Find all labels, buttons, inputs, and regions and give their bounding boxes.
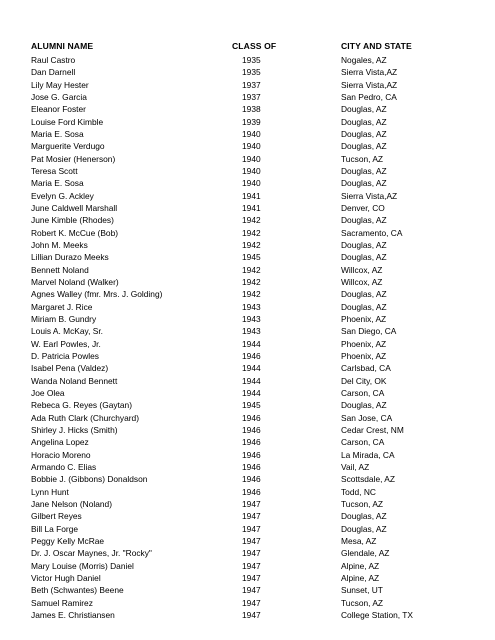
alumni-name-cell: Wanda Noland Bennett	[31, 375, 118, 386]
city-state-cell: Alpine, AZ	[341, 572, 380, 583]
city-state-cell: Tucson, AZ	[341, 498, 384, 509]
class-of-cell: 1941	[242, 202, 261, 213]
class-of-cell: 1946	[242, 412, 261, 423]
alumni-name-cell: Isabel Pena (Valdez)	[31, 363, 109, 374]
city-state-cell: Willcox, AZ	[341, 276, 383, 287]
class-of-cell: 1940	[242, 165, 261, 176]
table-row	[0, 239, 495, 252]
city-state-cell: Phoenix, AZ	[341, 350, 387, 361]
alumni-name-cell: June Kimble (Rhodes)	[31, 215, 114, 226]
table-row	[0, 412, 495, 425]
table-row	[0, 436, 495, 449]
city-state-cell: Douglas, AZ	[341, 239, 387, 250]
table-row	[0, 547, 495, 560]
class-of-cell: 1947	[242, 609, 261, 620]
class-of-cell: 1943	[242, 301, 261, 312]
alumni-name-cell: Pat Mosier (Henerson)	[31, 153, 116, 164]
class-of-cell: 1940	[242, 178, 261, 189]
table-row	[0, 165, 495, 178]
table-row	[0, 399, 495, 412]
city-state-cell: Douglas, AZ	[341, 400, 387, 411]
alumni-name-cell: Margaret J. Rice	[31, 301, 93, 312]
alumni-name-cell: Lily May Hester	[31, 79, 89, 90]
table-row	[0, 103, 495, 116]
alumni-name-cell: Marguerite Verdugo	[31, 141, 105, 152]
city-state-cell: Sierra Vista,AZ	[341, 190, 398, 201]
table-row	[0, 227, 495, 240]
class-of-cell: 1946	[242, 424, 261, 435]
table-row	[0, 116, 495, 129]
class-of-cell: 1947	[242, 572, 261, 583]
table-row	[0, 572, 495, 585]
city-state-cell: San Pedro, CA	[341, 91, 397, 102]
alumni-name-cell: Shirley J. Hicks (Smith)	[31, 424, 118, 435]
alumni-name-cell: Lynn Hunt	[31, 486, 69, 497]
alumni-name-cell: Jose G. Garcia	[31, 91, 87, 102]
class-of-cell: 1940	[242, 141, 261, 152]
header-alumni-name: ALUMNI NAME	[31, 41, 94, 51]
class-of-cell: 1947	[242, 585, 261, 596]
table-header	[0, 40, 495, 53]
alumni-name-cell: Maria E. Sosa	[31, 178, 84, 189]
table-row	[0, 424, 495, 437]
alumni-name-cell: Dan Darnell	[31, 67, 76, 78]
class-of-cell: 1946	[242, 437, 261, 448]
city-state-cell: Willcox, AZ	[341, 264, 383, 275]
table-row	[0, 461, 495, 474]
city-state-cell: Douglas, AZ	[341, 215, 387, 226]
class-of-cell: 1941	[242, 190, 261, 201]
table-row	[0, 498, 495, 511]
alumni-name-cell: Angelina Lopez	[31, 437, 89, 448]
alumni-name-cell: D. Patricia Powles	[31, 350, 99, 361]
city-state-cell: Douglas, AZ	[341, 252, 387, 263]
city-state-cell: Douglas, AZ	[341, 104, 387, 115]
city-state-cell: Carson, CA	[341, 387, 385, 398]
class-of-cell: 1947	[242, 560, 261, 571]
city-state-cell: Phoenix, AZ	[341, 338, 387, 349]
alumni-name-cell: Robert K. McCue (Bob)	[31, 227, 119, 238]
table-row	[0, 535, 495, 548]
alumni-name-cell: June Caldwell Marshall	[31, 202, 118, 213]
city-state-cell: Douglas, AZ	[341, 301, 387, 312]
class-of-cell: 1947	[242, 597, 261, 608]
table-row	[0, 177, 495, 190]
alumni-name-cell: Agnes Walley (fmr. Mrs. J. Golding)	[31, 289, 163, 300]
city-state-cell: Cedar Crest, NM	[341, 424, 404, 435]
table-row	[0, 597, 495, 610]
class-of-cell: 1943	[242, 326, 261, 337]
table-row	[0, 473, 495, 486]
class-of-cell: 1946	[242, 486, 261, 497]
table-row	[0, 523, 495, 536]
alumni-name-cell: Evelyn G. Ackley	[31, 190, 94, 201]
alumni-name-cell: W. Earl Powles, Jr.	[31, 338, 101, 349]
class-of-cell: 1944	[242, 363, 261, 374]
class-of-cell: 1942	[242, 276, 261, 287]
alumni-name-cell: Ada Ruth Clark (Churchyard)	[31, 412, 139, 423]
alumni-name-cell: Dr. J. Oscar Maynes, Jr. "Rocky"	[31, 548, 152, 559]
alumni-name-cell: Raul Castro	[31, 55, 76, 65]
class-of-cell: 1945	[242, 252, 261, 263]
class-of-cell: 1942	[242, 227, 261, 238]
alumni-name-cell: John M. Meeks	[31, 239, 88, 250]
city-state-cell: Phoenix, AZ	[341, 313, 387, 324]
table-row	[0, 251, 495, 264]
city-state-cell: Alpine, AZ	[341, 560, 380, 571]
class-of-cell: 1944	[242, 387, 261, 398]
table-row	[0, 128, 495, 141]
class-of-cell: 1945	[242, 400, 261, 411]
class-of-cell: 1938	[242, 104, 261, 115]
class-of-cell: 1935	[242, 67, 261, 78]
alumni-name-cell: Louise Ford Kimble	[31, 116, 104, 127]
alumni-name-cell: Victor Hugh Daniel	[31, 572, 101, 583]
city-state-cell: Douglas, AZ	[341, 523, 387, 534]
city-state-cell: College Station, TX	[341, 609, 414, 620]
table-row	[0, 214, 495, 227]
class-of-cell: 1947	[242, 523, 261, 534]
class-of-cell: 1944	[242, 338, 261, 349]
city-state-cell: Sacramento, CA	[341, 227, 403, 238]
table-row	[0, 190, 495, 203]
class-of-cell: 1947	[242, 511, 261, 522]
alumni-name-cell: Armando C. Elias	[31, 461, 97, 472]
city-state-cell: Tucson, AZ	[341, 597, 384, 608]
class-of-cell: 1935	[242, 55, 261, 65]
city-state-cell: Sunset, UT	[341, 585, 383, 596]
city-state-cell: Todd, NC	[341, 486, 376, 497]
city-state-cell: Douglas, AZ	[341, 116, 387, 127]
table-row	[0, 449, 495, 462]
alumni-name-cell: Peggy Kelly McRae	[31, 535, 105, 546]
city-state-cell: Douglas, AZ	[341, 165, 387, 176]
table-row	[0, 288, 495, 301]
class-of-cell: 1937	[242, 91, 261, 102]
city-state-cell: Del City, OK	[341, 375, 387, 386]
alumni-name-cell: Teresa Scott	[31, 165, 78, 176]
table-row	[0, 510, 495, 523]
table-row	[0, 79, 495, 92]
alumni-name-cell: Marvel Noland (Walker)	[31, 276, 119, 287]
table-row	[0, 486, 495, 499]
table-row	[0, 66, 495, 79]
class-of-cell: 1940	[242, 153, 261, 164]
table-row	[0, 375, 495, 388]
city-state-cell: San Jose, CA	[341, 412, 393, 423]
table-row	[0, 338, 495, 351]
table-row	[0, 609, 495, 622]
class-of-cell: 1946	[242, 474, 261, 485]
class-of-cell: 1942	[242, 289, 261, 300]
class-of-cell: 1942	[242, 264, 261, 275]
alumni-name-cell: James E. Christiansen	[31, 609, 115, 620]
city-state-cell: Sierra Vista,AZ	[341, 79, 398, 90]
alumni-name-cell: Lillian Durazo Meeks	[31, 252, 109, 263]
alumni-name-cell: Maria E. Sosa	[31, 128, 84, 139]
table-row	[0, 313, 495, 326]
table-row	[0, 584, 495, 597]
alumni-name-cell: Rebeca G. Reyes (Gaytan)	[31, 400, 133, 411]
alumni-name-cell: Beth (Schwantes) Beene	[31, 585, 124, 596]
class-of-cell: 1947	[242, 548, 261, 559]
class-of-cell: 1946	[242, 461, 261, 472]
city-state-cell: Mesa, AZ	[341, 535, 377, 546]
class-of-cell: 1947	[242, 535, 261, 546]
table-row	[0, 301, 495, 314]
header-class-of: CLASS OF	[232, 41, 277, 51]
alumni-name-cell: Bennett Noland	[31, 264, 89, 275]
class-of-cell: 1944	[242, 375, 261, 386]
table-row	[0, 350, 495, 363]
header-city-state: CITY AND STATE	[341, 41, 412, 51]
table-row	[0, 264, 495, 277]
alumni-name-cell: Mary Louise (Morris) Daniel	[31, 560, 134, 571]
city-state-cell: Vail, AZ	[341, 461, 370, 472]
table-row	[0, 153, 495, 166]
class-of-cell: 1937	[242, 79, 261, 90]
city-state-cell: Douglas, AZ	[341, 128, 387, 139]
table-row	[0, 362, 495, 375]
city-state-cell: Scottsdale, AZ	[341, 474, 395, 485]
city-state-cell: La Mirada, CA	[341, 449, 395, 460]
alumni-name-cell: Jane Nelson (Noland)	[31, 498, 113, 509]
city-state-cell: Douglas, AZ	[341, 178, 387, 189]
table-row	[0, 202, 495, 215]
table-row	[0, 54, 495, 67]
alumni-name-cell: Gilbert Reyes	[31, 511, 82, 522]
city-state-cell: Glendale, AZ	[341, 548, 390, 559]
city-state-cell: Douglas, AZ	[341, 289, 387, 300]
class-of-cell: 1947	[242, 498, 261, 509]
class-of-cell: 1942	[242, 239, 261, 250]
table-row	[0, 91, 495, 104]
table-row	[0, 276, 495, 289]
table-row	[0, 387, 495, 400]
city-state-cell: Nogales, AZ	[341, 55, 387, 65]
alumni-name-cell: Louis A. McKay, Sr.	[31, 326, 103, 337]
city-state-cell: San Diego, CA	[341, 326, 397, 337]
class-of-cell: 1939	[242, 116, 261, 127]
class-of-cell: 1942	[242, 215, 261, 226]
table-row	[0, 140, 495, 153]
city-state-cell: Douglas, AZ	[341, 141, 387, 152]
alumni-name-cell: Horacio Moreno	[31, 449, 91, 460]
class-of-cell: 1946	[242, 350, 261, 361]
city-state-cell: Sierra Vista,AZ	[341, 67, 398, 78]
class-of-cell: 1946	[242, 449, 261, 460]
alumni-name-cell: Eleanor Foster	[31, 104, 86, 115]
city-state-cell: Denver, CO	[341, 202, 385, 213]
class-of-cell: 1940	[242, 128, 261, 139]
alumni-name-cell: Miriam B. Gundry	[31, 313, 97, 324]
city-state-cell: Carson, CA	[341, 437, 385, 448]
table-row	[0, 325, 495, 338]
city-state-cell: Douglas, AZ	[341, 511, 387, 522]
alumni-name-cell: Joe Olea	[31, 387, 65, 398]
alumni-name-cell: Samuel Ramirez	[31, 597, 93, 608]
table-row	[0, 560, 495, 573]
city-state-cell: Carlsbad, CA	[341, 363, 391, 374]
alumni-name-cell: Bill La Forge	[31, 523, 79, 534]
city-state-cell: Tucson, AZ	[341, 153, 384, 164]
class-of-cell: 1943	[242, 313, 261, 324]
alumni-name-cell: Bobbie J. (Gibbons) Donaldson	[31, 474, 148, 485]
